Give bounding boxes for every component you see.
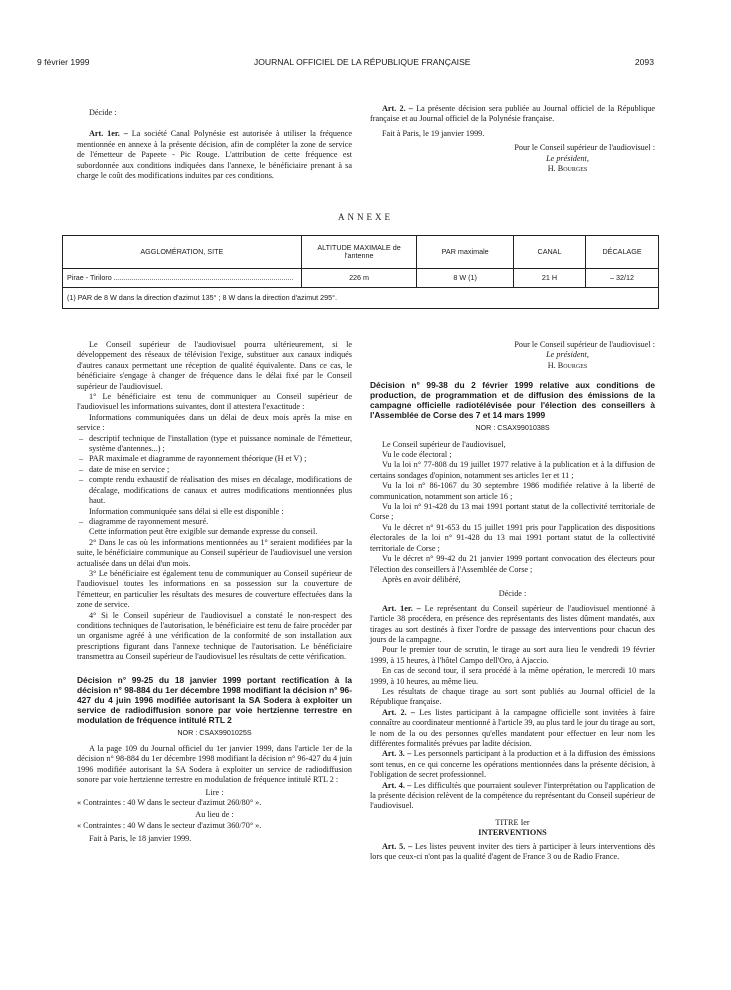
r-article-1-c: En cas de second tour, il sera procédé à la même opération, le mercredi 10 mars 1999, à 10 heures, au même lieu.	[370, 666, 655, 686]
signature-name: H. Bourges	[547, 164, 588, 174]
fait-paris-1: Fait à Paris, le 19 janvier 1999.	[382, 128, 485, 138]
annexe-note-row	[63, 288, 659, 309]
r-article-3-text: Les personnels participant à la production et à la diffusion des émissions sont tenus, en ce qui concerne les opérations mentionnées dans la présente décision, à l'obligation de secret professionnel.	[370, 749, 656, 780]
top-right-block	[370, 104, 655, 174]
visa-0: Le Conseil supérieur de l'audiovisuel,	[382, 439, 506, 449]
annexe-col-altitude: ALTITUDE MAXIMALE de l'antenne	[301, 236, 417, 269]
decide-heading: Décide :	[89, 108, 117, 117]
visa-7: Après en avoir délibéré,	[382, 574, 461, 584]
right-signature-name: H. Bourges	[547, 360, 588, 370]
visa-5: Vu le décret n° 91-653 du 15 juillet 1991 pris pour l'application des dispositions électorales de la loi n° 91-428 du 13 mai 1991 portant statut de la collectivité territoriale de Corse ;	[370, 522, 655, 553]
list-item: – diagramme de rayonnement mesuré.	[89, 517, 352, 527]
annexe-cell-decalage: – 32/12	[586, 269, 659, 288]
left-paragraph-8: 4° Si le Conseil supérieur de l'audiovisuel a constaté le non-respect des conditions techniques de l'autorisation, le bénéficiaire est tenu de faire procéder par un organisme agréé à une vérification de la conformité de son installation aux prescriptions figurant dans l'annexe technique de l'autorisation. Le bénéficiaire transmettra au Conseil supérieur de l'audiovisuel les résultats de cette vérification.	[77, 610, 352, 662]
r-article-4	[370, 781, 655, 812]
r-article-3-label: Art. 3. –	[382, 749, 412, 759]
visa-2: Vu la loi n° 77-808 du 19 juillet 1977 relative à la publication et à la diffusion de certains sondages d'opinion, notamment ses articles 1er et 11 ;	[370, 460, 655, 480]
annexe-data-row	[63, 269, 659, 288]
annexe-col-par: PAR maximale	[417, 236, 513, 269]
annexe-cell-site: Pirae - Tiriloro ..........................................................................................	[63, 269, 302, 288]
r-article-1-d: Les résultats de chaque tirage au sort sont publiés au Journal officiel de la République française.	[370, 686, 655, 707]
annexe-title: ANNEXE	[338, 212, 393, 222]
decision-99-38-nor: NOR : CSAX9901038S	[475, 423, 550, 433]
visa-6: Vu le décret n° 99-42 du 21 janvier 1999 portant convocation des électeurs pour l'élection des conseillers à l'Assemblée de Corse ;	[370, 554, 655, 574]
annexe-cell-par: 8 W (1)	[417, 269, 513, 288]
article-1-label: Art. 1er. –	[89, 129, 128, 139]
visa-1: Vu le code électoral ;	[382, 450, 452, 460]
r-article-4-label: Art. 4. –	[382, 780, 412, 790]
decision-99-25-title: Décision n° 99-25 du 18 janvier 1999 portant rectification à la décision n° 98-884 du 1er décembre 1998 modifiant la décision n° 96-427 du 4 juin 1996 modifiée autorisant la SA Sodera à exploiter un service de radiodiffusion sonore par voie hertzienne terrestre en modulation de fréquence intitulé RTL 2	[77, 674, 352, 725]
r-article-5-label: Art. 5. –	[382, 841, 413, 851]
r-article-1	[370, 604, 655, 646]
right-decide-heading: Décide :	[498, 589, 527, 599]
r-article-2	[370, 708, 655, 750]
r-article-2-text: Les listes participant à la campagne officielle sont invitées à faire connaître au coordinateur mentionné à l'article 39, au plus tard le jour du tirage au sort, le nom de la ou des personnes qu'elles mandatent pour effectuer en leur nom les différentes formalités prévues par ladite décision.	[370, 707, 655, 748]
list-item: – compte rendu exhaustif de réalisation des mises en décalage, modifications de décalage, modifications de canaux et autres modifications mentionnées plus haut.	[89, 475, 352, 506]
r-article-5	[370, 842, 655, 863]
right-column	[370, 340, 655, 862]
signature-pour: Pour le Conseil supérieur de l'audiovisuel :	[514, 143, 655, 153]
article-2-text: La présente décision sera publiée au Journal officiel de la République française et au Journal officiel de la Polynésie française.	[370, 104, 656, 124]
page-header	[37, 57, 654, 67]
left-paragraph-1: Le Conseil supérieur de l'audiovisuel pourra ultérieurement, si le développement des réseaux de télévision l'exige, substituer aux canaux indiqués d'autres canaux permettant une réception de qualité équivalente. Dans ce cas, le bénéficiaire s'engage à changer de fréquence dans le délai fixé par le Conseil supérieur de l'audiovisuel.	[77, 340, 352, 391]
fait-paris-2: Fait à Paris, le 18 janvier 1999.	[89, 834, 192, 844]
annexe-col-canal: CANAL	[513, 236, 585, 269]
r-article-3	[370, 749, 655, 780]
left-paragraph-5: Cette information peut être exigible sur demande expresse du conseil.	[89, 527, 318, 537]
left-list-2	[77, 517, 352, 527]
article-1-text: La société Canal Polynésie est autorisée à utiliser la fréquence mentionnée en annexe à la présente décision, afin de compléter la zone de service de l'émetteur de Papeete - Pic Rouge. L'attribution de cette fréquence est subordonnée aux conditions indiquées dans l'annexe, le bénéficiaire prenant à sa charge le coût des modifications induites par ces conditions.	[77, 129, 352, 181]
annexe-header-row	[63, 236, 659, 269]
left-paragraph-4: Information communiquée sans délai si elle est disponible :	[89, 506, 284, 516]
r-article-1-b: Pour le premier tour de scrutin, le tirage au sort aura lieu le vendredi 19 février 1999, à 15 heures, à l'hôtel Campo dell'Oro, à Ajaccio.	[370, 645, 655, 665]
header-date: 9 février 1999	[37, 57, 90, 67]
header-journal-title: JOURNAL OFFICIEL DE LA RÉPUBLIQUE FRANÇAISE	[253, 57, 471, 67]
left-paragraph-9: A la page 109 du Journal officiel du 1er janvier 1999, dans l'article 1er de la décision n° 98-884 du 1er décembre 1998 modifiant la décision n° 96-427 du 4 juin 1996 modifiée autorisant la SA Sodera à exploiter un service de radiodiffusion sonore par voie hertzienne terrestre en modulation de fréquence intitulé RTL 2 :	[77, 744, 352, 785]
top-left-block	[77, 108, 352, 181]
left-paragraph-6: 2° Dans le cas où les informations mentionnées au 1° seraient modifiées par la suite, le bénéficiaire communique au Conseil supérieur de l'audiovisuel une version actualisée dans un délai d'un mois.	[77, 537, 352, 568]
annexe-cell-altitude: 226 m	[301, 269, 417, 288]
titre-heading: TITRE Ier	[495, 817, 530, 827]
r-article-1-text: Le représentant du Conseil supérieur de l'audiovisuel mentionné à l'article 38 procédera, en présence des représentants des listes dûment mandatés, aux tirages au sort destinés à fixer l'ordre de passage des interventions pour chacun des jours de la campagne.	[370, 603, 656, 644]
annexe-col-site: AGGLOMÉRATION, SITE	[63, 236, 302, 269]
list-item: – descriptif technique de l'installation (type et puissance nominale de l'émetteur, système d'antennes...) ;	[89, 434, 352, 455]
right-signature-pour: Pour le Conseil supérieur de l'audiovisuel :	[514, 340, 655, 349]
annexe-cell-canal: 21 H	[513, 269, 585, 288]
left-paragraph-2: 1° Le bénéficiaire est tenu de communiquer au Conseil supérieur de l'audiovisuel les informations suivantes, dont il attestera l'exactitude :	[77, 392, 352, 412]
annexe-note: (1) PAR de 8 W dans la direction d'azimut 135° ; 8 W dans la direction d'azimut 295°.	[63, 288, 659, 309]
r-article-5-text: Les listes peuvent inviter des tiers à participer à leurs interventions dès lors que ceux-ci n'ont pas la qualité d'agent de France 3 ou de Radio France.	[370, 841, 656, 862]
visa-4: Vu la loi n° 91-428 du 13 mai 1991 portant statut de la collectivité territoriale de Corse ;	[370, 502, 655, 522]
right-signature-president: Le président,	[546, 350, 589, 360]
decision-99-25-nor: NOR : CSAX9901025S	[177, 727, 252, 737]
article-2-paragraph	[370, 104, 655, 125]
visa-3: Vu la loi n° 86-1067 du 30 septembre 1986 modifiée relative à la liberté de communication, notamment son article 16 ;	[370, 481, 655, 501]
article-1-paragraph	[77, 129, 352, 181]
signature-president: Le président,	[546, 153, 589, 163]
contraintes-au-lieu: « Contraintes : 40 W dans le secteur d'azimut 360/70° ».	[77, 820, 262, 830]
left-list-1	[77, 434, 352, 507]
r-article-2-label: Art. 2. –	[382, 707, 415, 717]
list-item: – PAR maximale et diagramme de rayonnement théorique (H et V) ;	[89, 454, 352, 464]
left-paragraph-7: 3° Le bénéficiaire est également tenu de communiquer au Conseil supérieur de l'audiovisuel toutes les informations en sa possession sur la couverture de l'émetteur, en particulier les résultats des mesures de couverture effectuées dans la zone de service.	[77, 568, 352, 610]
header-page-number: 2093	[634, 57, 654, 67]
left-column	[77, 340, 352, 845]
contraintes-lire: « Contraintes : 40 W dans le secteur d'azimut 260/80° ».	[77, 798, 262, 808]
decision-99-38-title: Décision n° 99-38 du 2 février 1999 relative aux conditions de production, de programmation et de diffusion des émissions de la campagne officielle radiotélévisée pour l'élection des conseillers à l'Assemblée de Corse des 7 et 14 mars 1999	[370, 380, 655, 421]
annexe-table	[62, 235, 659, 309]
au-lieu-label: Au lieu de :	[195, 810, 234, 820]
r-article-1-label: Art. 1er. –	[382, 603, 421, 613]
annexe-col-decalage: DÉCALAGE	[586, 236, 659, 269]
lire-label: Lire :	[205, 787, 224, 797]
r-article-4-text: Les difficultés que pourraient soulever l'interprétation ou l'application de la présente décision relèvent de la compétence du représentant du Conseil supérieur de l'audiovisuel.	[370, 780, 655, 811]
list-item: – date de mise en service ;	[89, 465, 352, 475]
interventions-heading: INTERVENTIONS	[478, 828, 547, 838]
left-paragraph-3: Informations communiquées dans un délai de deux mois après la mise en service :	[77, 412, 352, 433]
article-2-label: Art. 2. –	[382, 104, 413, 113]
